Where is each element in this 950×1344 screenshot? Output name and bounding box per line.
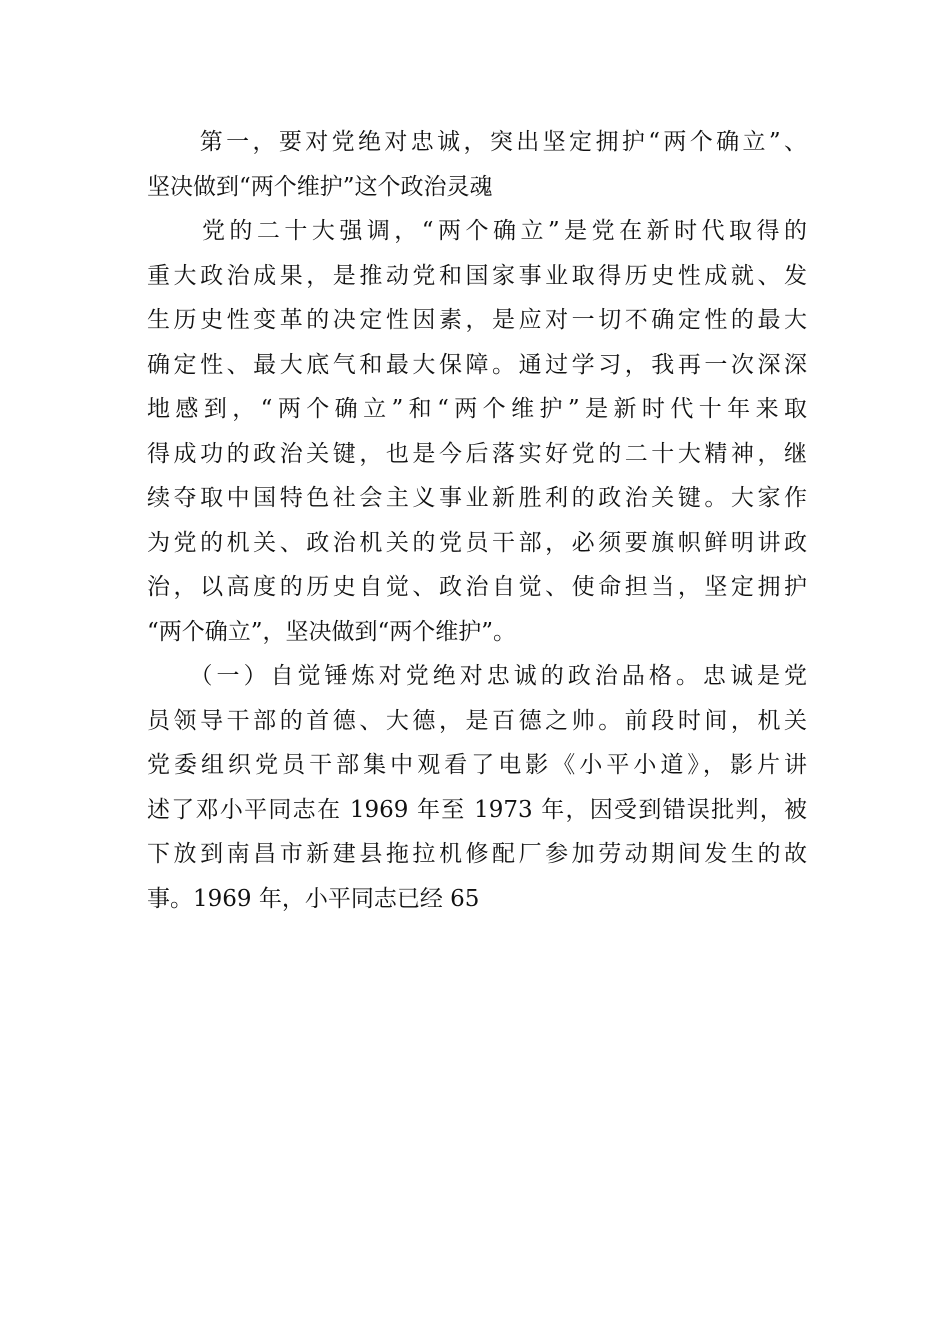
paragraph-line: 治，以高度的历史自觉、政治自觉、使命担当，坚定拥护 — [147, 574, 807, 600]
paragraph-line: 党的二十大强调，“两个确立”是党在新时代取得的 — [147, 218, 807, 244]
paragraph-line: 党委组织党员干部集中观看了电影《小平小道》，影片讲 — [147, 752, 807, 778]
paragraph-line: 得成功的政治关键，也是今后落实好党的二十大精神，继 — [147, 440, 807, 467]
paragraph-line: 事。1969 年，小平同志已经 65 — [147, 885, 480, 912]
heading-line: 坚决做到“两个维护”这个政治灵魂 — [147, 173, 493, 200]
document-body — [147, 120, 807, 921]
paragraph-line: 为党的机关、政治机关的党员干部，必须要旗帜鲜明讲政 — [147, 529, 807, 556]
paragraph-line: 述了邓小平同志在 1969 年至 1973 年，因受到错误批判，被 — [147, 796, 807, 823]
paragraph-line: 生历史性变革的决定性因素，是应对一切不确定性的最大 — [147, 307, 807, 333]
paragraph-line: 下放到南昌市新建县拖拉机修配厂参加劳动期间发生的故 — [147, 841, 807, 867]
paragraph-line: 员领导干部的首德、大德，是百德之帅。前段时间，机关 — [147, 707, 807, 734]
paragraph-line: 确定性、最大底气和最大保障。通过学习，我再一次深深 — [147, 351, 807, 378]
heading-line: 第一，要对党绝对忠诚，突出坚定拥护“两个确立”、 — [147, 129, 807, 155]
paragraph-two-establishments — [147, 209, 807, 654]
paragraph-line: “两个确立”，坚决做到“两个维护”。 — [147, 618, 517, 645]
paragraph-line: （一）自觉锤炼对党绝对忠诚的政治品格。忠诚是党 — [147, 663, 807, 689]
paragraph-loyalty — [147, 654, 807, 921]
section-heading — [147, 120, 807, 209]
paragraph-line: 重大政治成果，是推动党和国家事业取得历史性成就、发 — [147, 262, 807, 289]
paragraph-line: 地感到，“两个确立”和“两个维护”是新时代十年来取 — [147, 396, 807, 422]
paragraph-line: 续夺取中国特色社会主义事业新胜利的政治关键。大家作 — [147, 485, 807, 511]
